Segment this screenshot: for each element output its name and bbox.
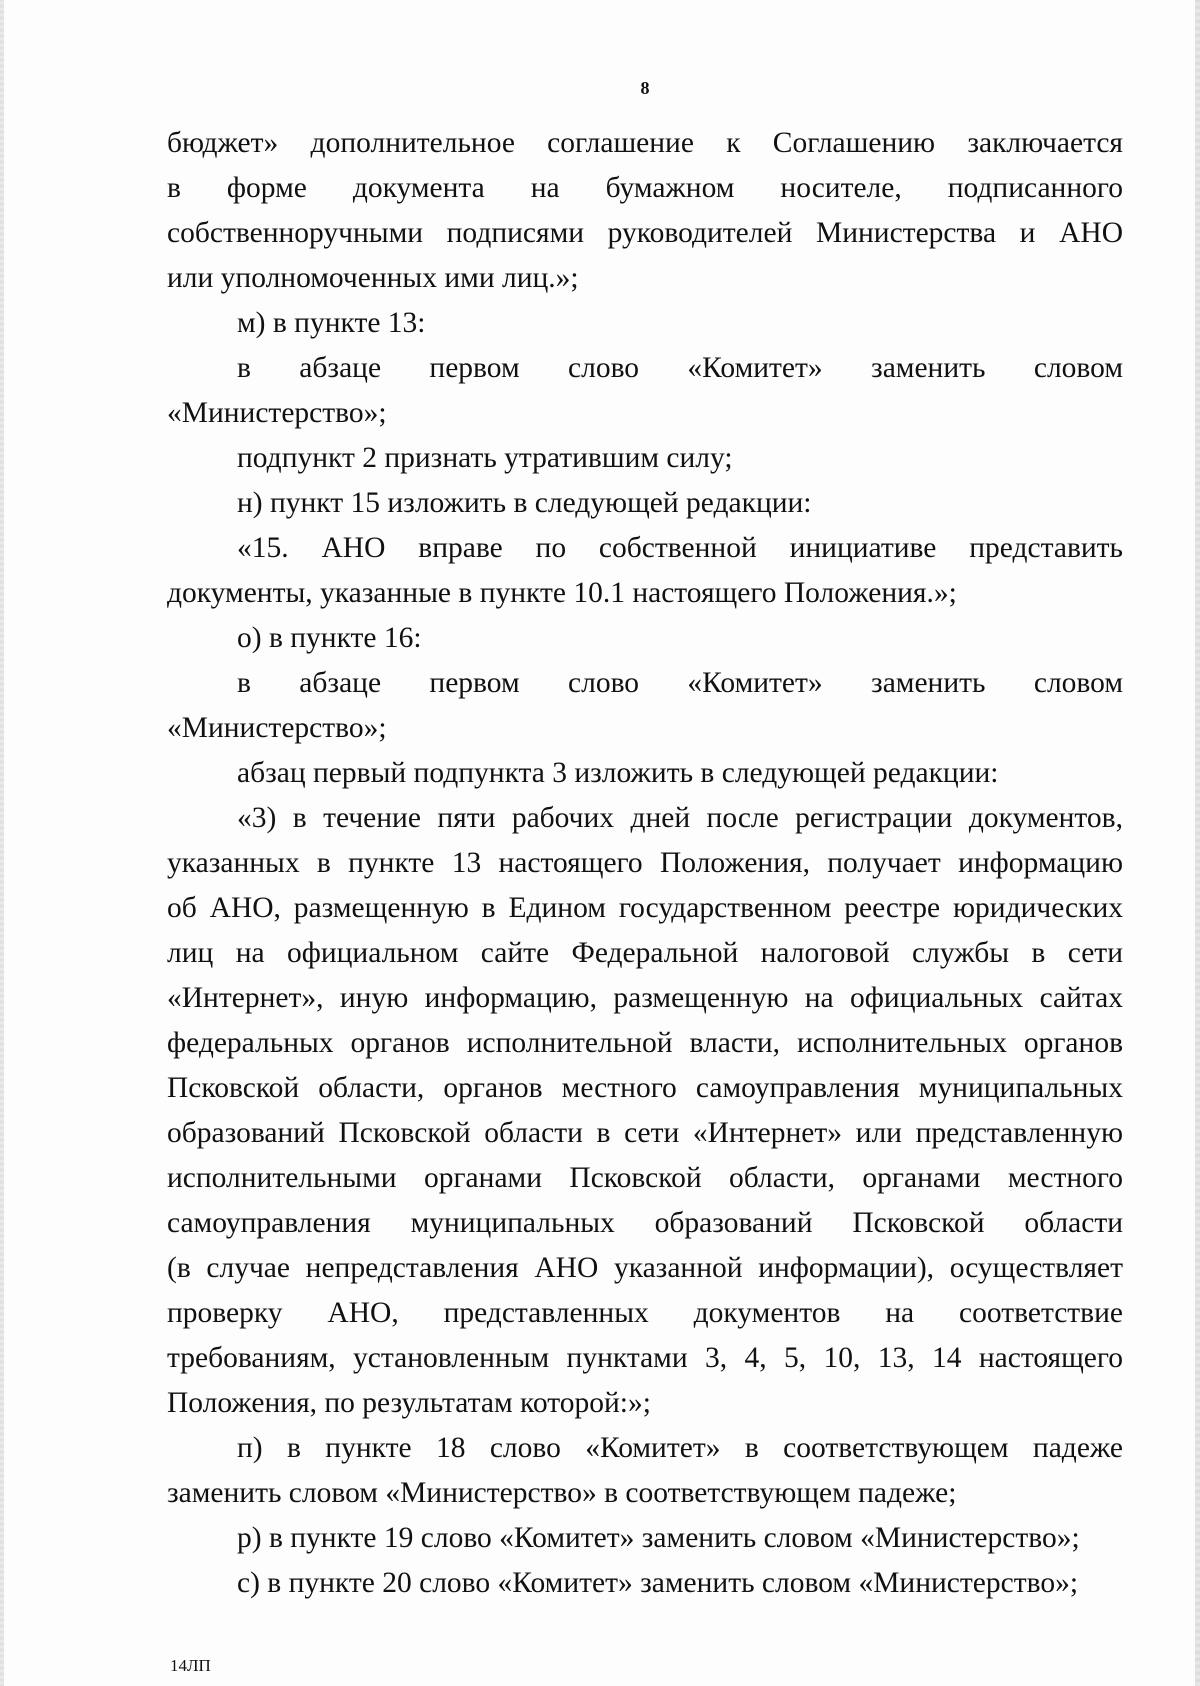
scan-edge-right bbox=[1195, 0, 1200, 1686]
text-line: или уполномоченных ими лиц.»; bbox=[167, 262, 579, 294]
text-line: самоуправления муниципальных образований Псковской области bbox=[167, 1207, 1123, 1239]
text-line: «Министерство»; bbox=[167, 712, 387, 744]
list-item-r: р) в пункте 19 слово «Комитет» заменить словом «Министерство»; bbox=[237, 1522, 1080, 1554]
text-line: документы, указанные в пункте 10.1 настоящего Положения.»; bbox=[167, 577, 957, 609]
text-line: «Министерство»; bbox=[167, 397, 387, 429]
text-line: федеральных органов исполнительной власти, исполнительных органов bbox=[167, 1027, 1123, 1059]
text-line: подпункт 2 признать утратившим силу; bbox=[237, 442, 733, 474]
document-body bbox=[167, 121, 1123, 1606]
page-number: 8 bbox=[640, 78, 650, 98]
text-line: образований Псковской области в сети «Интернет» или представленную bbox=[167, 1117, 1123, 1149]
text-line: бюджет» дополнительное соглашение к Соглашению заключается bbox=[167, 127, 1123, 159]
text-line: «3) в течение пяти рабочих дней после регистрации документов, bbox=[237, 802, 1123, 834]
text-line: лиц на официальном сайте Федеральной налоговой службы в сети bbox=[167, 937, 1123, 969]
list-item-m: м) в пункте 13: bbox=[237, 307, 426, 339]
text-line: требованиям, установленным пунктами 3, 4, 5, 10, 13, 14 настоящего bbox=[167, 1342, 1123, 1374]
text-line: Псковской области, органов местного самоуправления муниципальных bbox=[167, 1072, 1123, 1104]
footer-code: 14ЛП bbox=[170, 1656, 211, 1675]
text-line: «15. АНО вправе по собственной инициативе представить bbox=[237, 532, 1123, 564]
list-item-n: н) пункт 15 изложить в следующей редакции: bbox=[237, 487, 812, 519]
text-line: в абзаце первом слово «Комитет» заменить словом bbox=[237, 667, 1123, 699]
list-item-p: п) в пункте 18 слово «Комитет» в соответствующем падеже bbox=[237, 1432, 1123, 1464]
text-line: указанных в пункте 13 настоящего Положения, получает информацию bbox=[167, 847, 1123, 879]
list-item-o: о) в пункте 16: bbox=[237, 622, 422, 654]
text-line: проверку АНО, представленных документов на соответствие bbox=[167, 1297, 1123, 1329]
text-line: в форме документа на бумажном носителе, подписанного bbox=[167, 172, 1123, 204]
text-line: «Интернет», иную информацию, размещенную на официальных сайтах bbox=[167, 982, 1123, 1014]
text-line: об АНО, размещенную в Едином государственном реестре юридических bbox=[167, 892, 1123, 924]
scan-edge-left bbox=[0, 0, 4, 1686]
text-line: (в случае непредставления АНО указанной информации), осуществляет bbox=[167, 1252, 1123, 1284]
text-line: собственноручными подписями руководителей Министерства и АНО bbox=[167, 217, 1123, 249]
text-line: заменить словом «Министерство» в соответствующем падеже; bbox=[167, 1477, 957, 1509]
text-line: исполнительными органами Псковской области, органами местного bbox=[167, 1162, 1123, 1194]
list-item-s: с) в пункте 20 слово «Комитет» заменить словом «Министерство»; bbox=[237, 1567, 1079, 1599]
text-line: Положения, по результатам которой:»; bbox=[167, 1387, 651, 1419]
text-line: абзац первый подпункта 3 изложить в следующей редакции: bbox=[237, 757, 999, 789]
text-line: в абзаце первом слово «Комитет» заменить словом bbox=[237, 352, 1123, 384]
